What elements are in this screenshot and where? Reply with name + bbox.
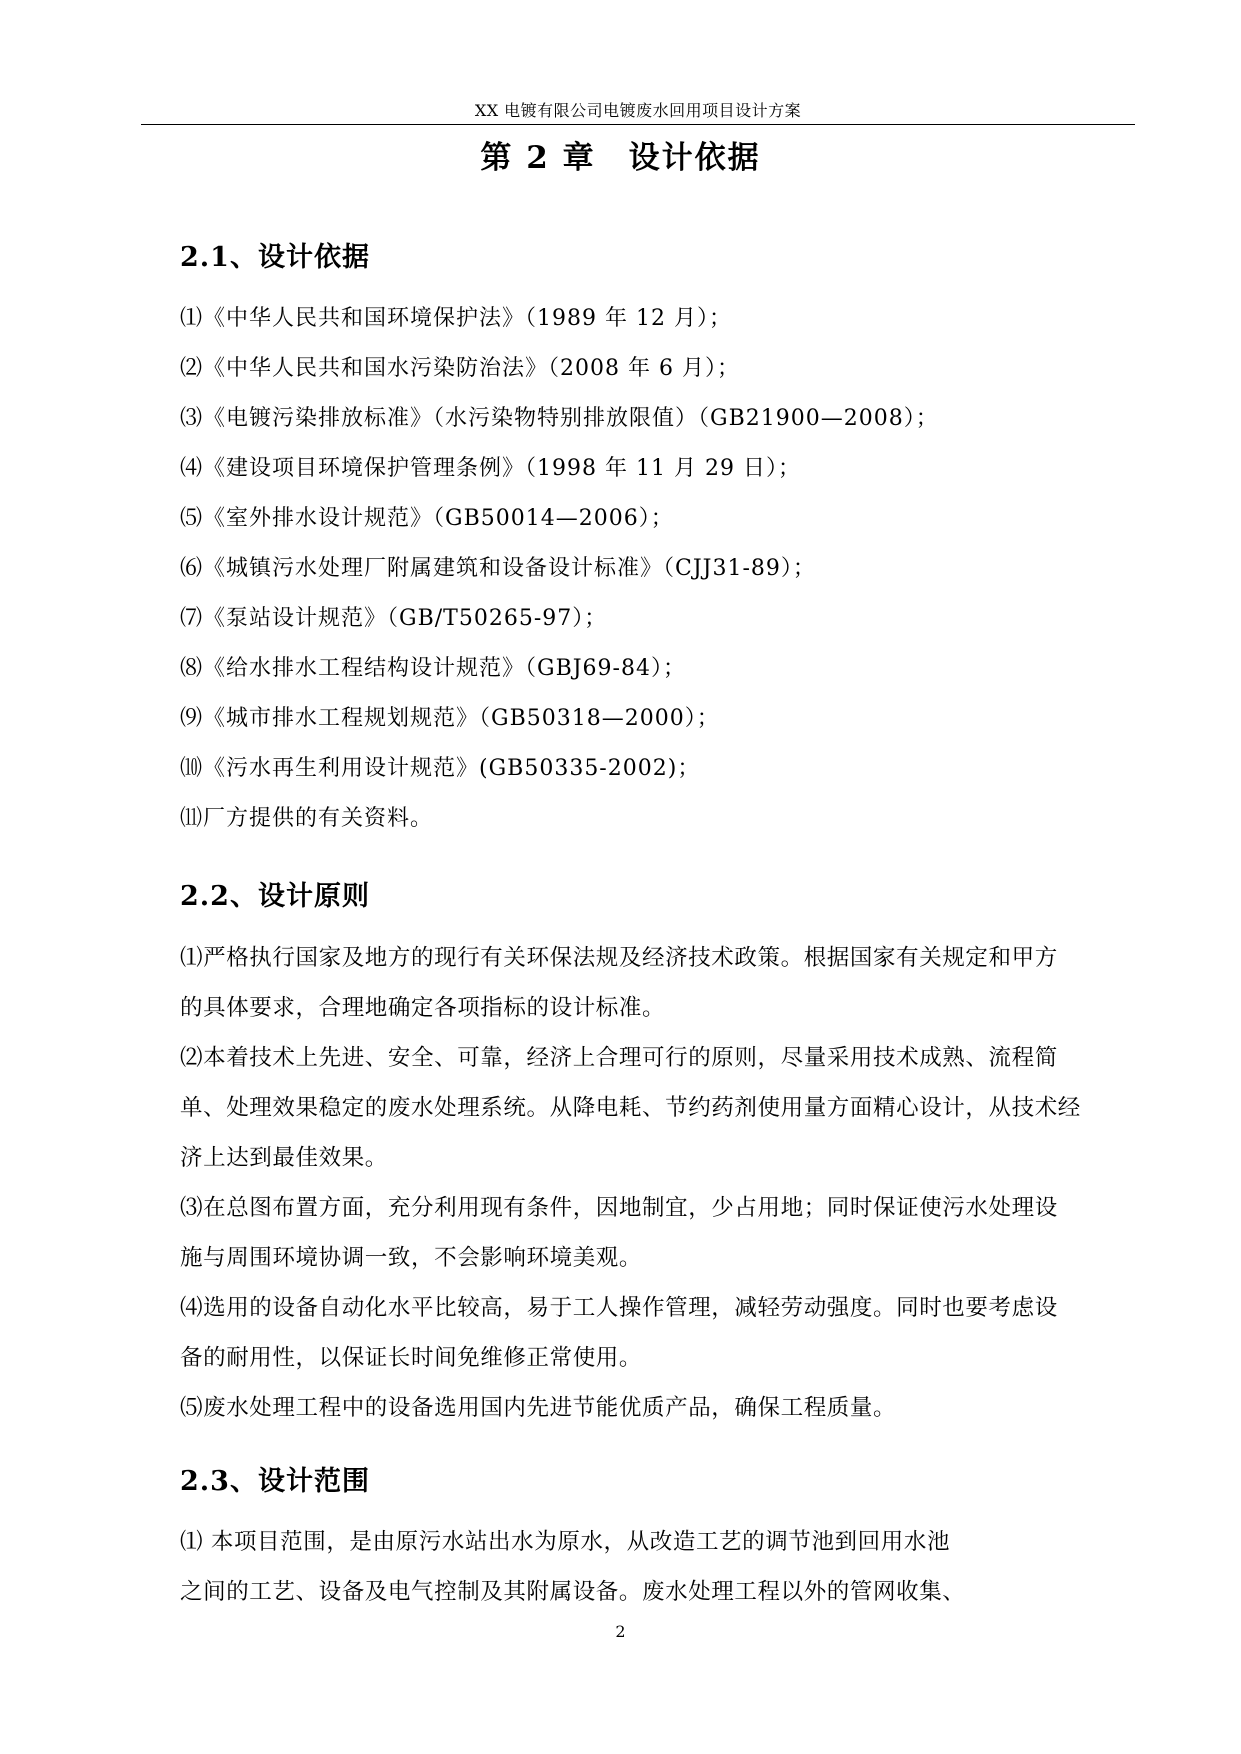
list-item: ⑼《城市排水工程规划规范》（GB50318—2000）； [180, 706, 720, 731]
paragraph-line: ⑴严格执行国家及地方的现行有关环保法规及经济技术政策。根据国家有关规定和甲方 [180, 945, 1058, 971]
list-item: ⑸《室外排水设计规范》（GB50014—2006）； [180, 506, 674, 531]
paragraph-line: 单、处理效果稳定的废水处理系统。从降电耗、节约药剂使用量方面精心设计，从技术经 [180, 1095, 1081, 1121]
paragraph-line: ⑵本着技术上先进、安全、可靠，经济上合理可行的原则，尽量采用技术成熟、流程简 [180, 1045, 1058, 1071]
paragraph-line: 的具体要求，合理地确定各项指标的设计标准。 [180, 995, 666, 1021]
section-heading-2-1: 2.1、设计依据 [180, 242, 370, 273]
list-item: ⑵《中华人民共和国水污染防治法》（2008 年 6 月）； [180, 356, 740, 381]
design-scope [180, 1517, 1140, 1617]
list-item: ⑺《泵站设计规范》（GB/T50265-97）； [180, 606, 608, 631]
list-item: ⑹《城镇污水处理厂附属建筑和设备设计标准》（CJJ31-89）； [180, 556, 816, 581]
paragraph-line: 备的耐用性，以保证长时间免维修正常使用。 [180, 1345, 643, 1371]
list-item: ⑷《建设项目环境保护管理条例》（1998 年 11 月 29 日）； [180, 456, 801, 481]
list-item: ⑾厂方提供的有关资料。 [180, 806, 434, 831]
list-item: ⑻《给水排水工程结构设计规范》（GBJ69-84）； [180, 656, 686, 681]
paragraph-line: 之间的工艺、设备及电气控制及其附属设备。废水处理工程以外的管网收集、 [180, 1579, 966, 1605]
page-number: 2 [615, 1622, 626, 1641]
header-text: XX 电镀有限公司电镀废水回用项目设计方案 [474, 101, 802, 120]
paragraph-line: 济上达到最佳效果。 [180, 1145, 388, 1171]
list-item: ⑽《污水再生利用设计规范》(GB50335-2002)； [180, 756, 701, 781]
section-heading-2-3: 2.3、设计范围 [180, 1466, 370, 1497]
page-header [141, 100, 1135, 125]
paragraph-line: 施与周围环境协调一致，不会影响环境美观。 [180, 1245, 643, 1271]
paragraph-line: ⑶在总图布置方面，充分利用现有条件，因地制宜，少占用地；同时保证使污水处理设 [180, 1195, 1058, 1221]
list-item: ⑶《电镀污染排放标准》（水污染物特别排放限值）（GB21900—2008）； [180, 406, 939, 431]
design-basis-list [180, 294, 1130, 844]
paragraph-line: ⑷选用的设备自动化水平比较高，易于工人操作管理，减轻劳动强度。同时也要考虑设 [180, 1295, 1058, 1321]
list-item: ⑴《中华人民共和国环境保护法》（1989 年 12 月）； [180, 306, 732, 331]
design-principles [180, 933, 1140, 1433]
paragraph-line: ⑸废水处理工程中的设备选用国内先进节能优质产品，确保工程质量。 [180, 1395, 897, 1421]
paragraph-line: ⑴ 本项目范围，是由原污水站出水为原水，从改造工艺的调节池到回用水池 [180, 1529, 951, 1555]
chapter-title: 第 2 章 设计依据 [480, 140, 761, 176]
section-heading-2-2: 2.2、设计原则 [180, 881, 370, 912]
